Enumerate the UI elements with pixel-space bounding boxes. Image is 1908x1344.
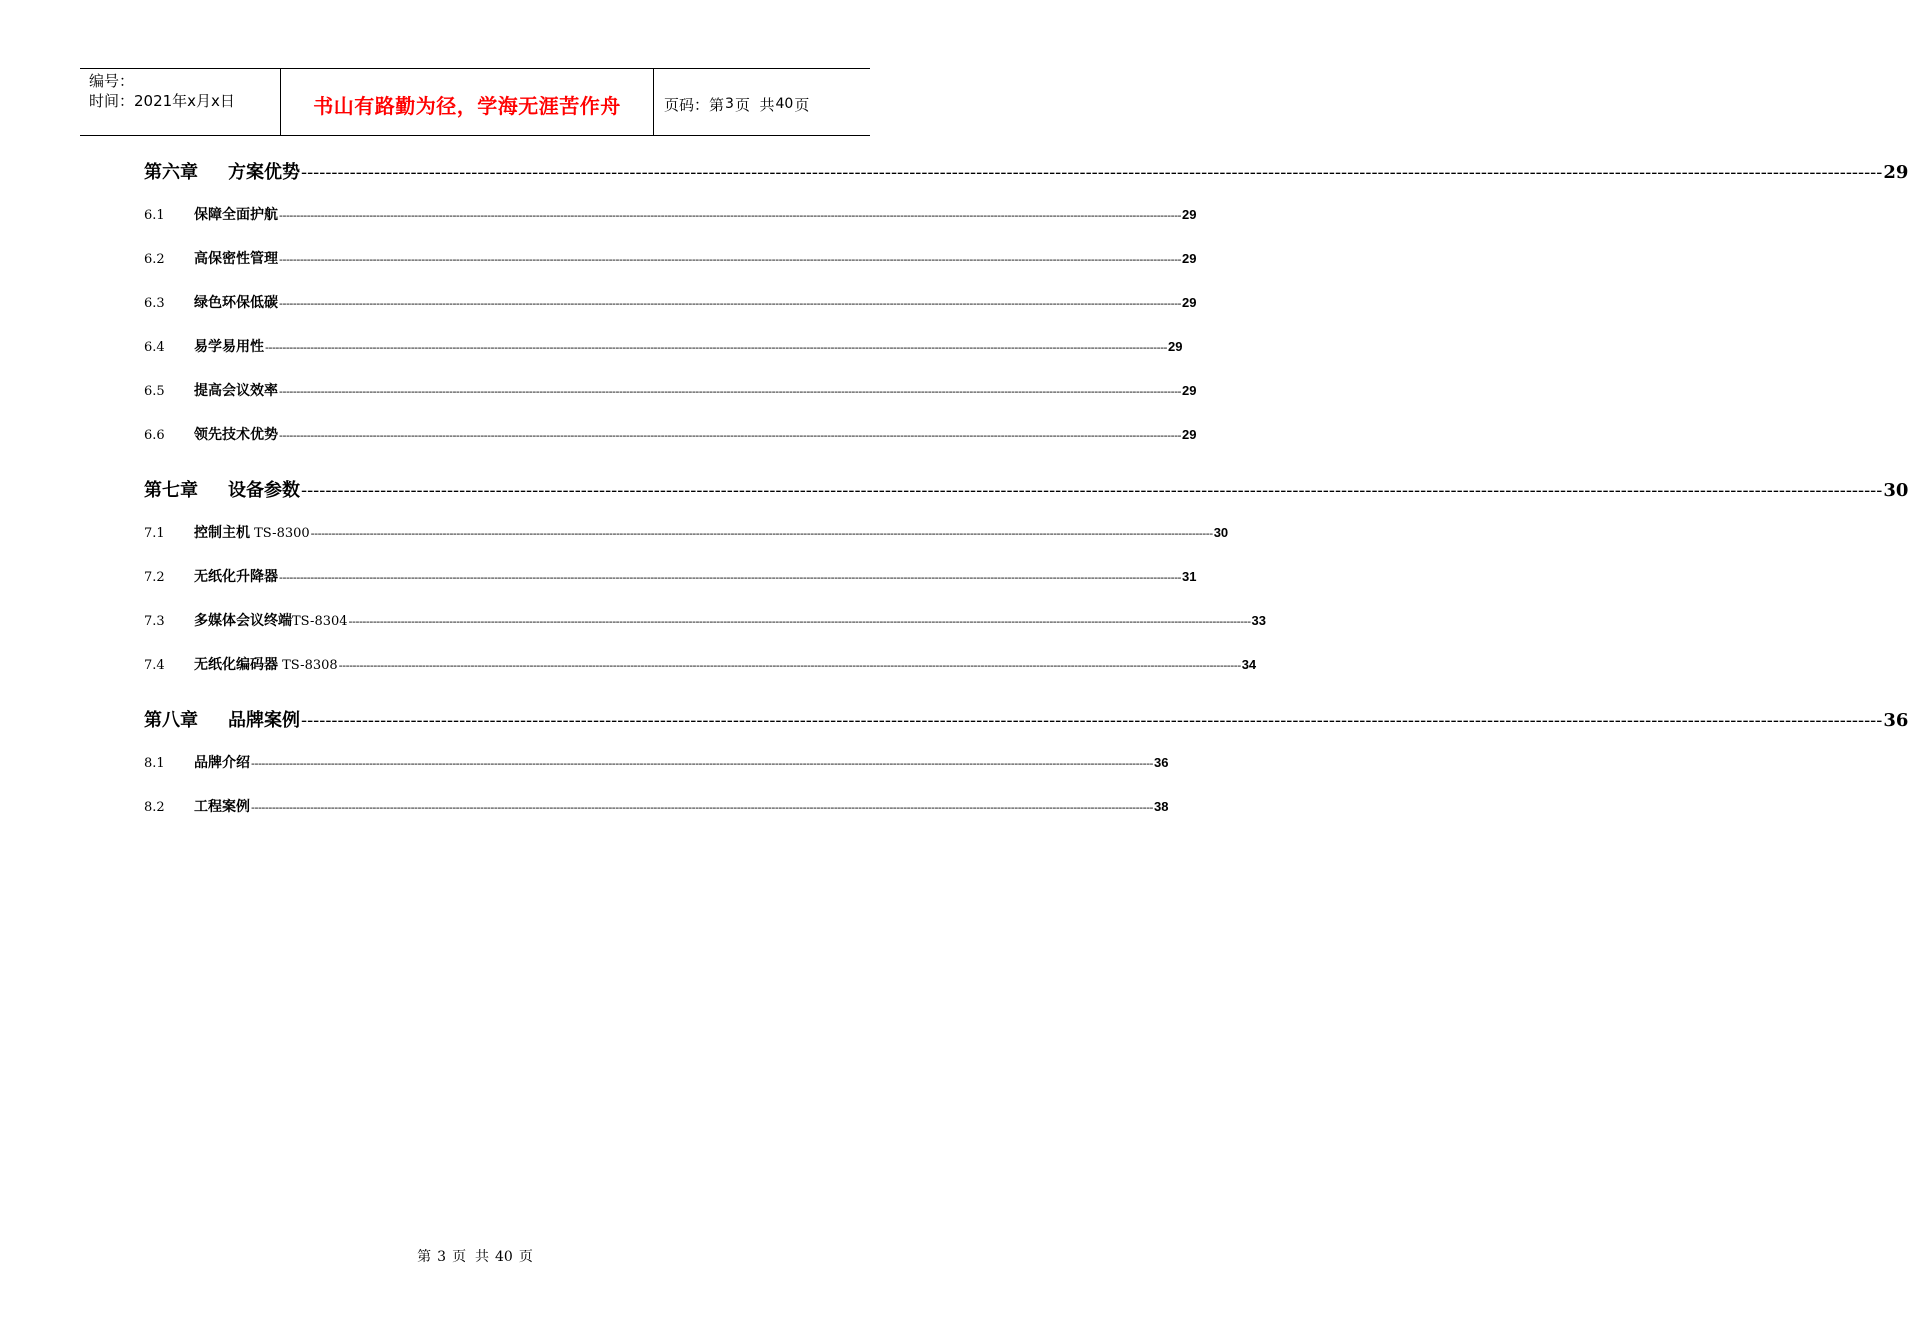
toc-section-entry[interactable] xyxy=(144,566,1197,586)
toc-entry-page: 29 xyxy=(1182,207,1197,222)
page-header xyxy=(80,68,870,136)
toc-entry-page: 36 xyxy=(1883,710,1908,731)
toc-entry-number: 6.5 xyxy=(144,384,165,399)
toc-entry-number: 6.1 xyxy=(144,208,165,223)
header-page-info xyxy=(654,69,870,135)
toc-entry-number: 7.3 xyxy=(144,614,165,629)
toc-entry-title: 设备参数 xyxy=(228,480,300,501)
toc-entry-model: TS-8304 xyxy=(292,614,348,629)
date-label: 时间：2021年x月x日 xyxy=(89,92,235,110)
toc-section-entry[interactable] xyxy=(144,522,1229,542)
toc-entry-page: 29 xyxy=(1182,427,1197,442)
toc-dot-leader: -------------------------------------------------------------------------------------------------------------------------------------------------------------------------------------------------------------------------------------------------------------------- xyxy=(279,429,1182,442)
toc-entry-number: 7.4 xyxy=(144,658,165,673)
toc-entry-page: 38 xyxy=(1154,799,1169,814)
toc-entry-number: 6.2 xyxy=(144,252,165,267)
toc-entry-title: 多媒体会议终端 xyxy=(194,613,292,629)
toc-entry-title: 方案优势 xyxy=(228,162,300,183)
toc-entry-page: 30 xyxy=(1213,525,1229,540)
toc-entry-title: 无纸化升降器 xyxy=(194,569,278,585)
toc-entry-title: 领先技术优势 xyxy=(194,427,278,443)
footer-current: 3 xyxy=(437,1249,447,1265)
toc-dot-leader: -------------------------------------------------------------------------------------------------------------------------------------------------------------------------------------------------------------------------------------------------------------------- xyxy=(301,710,1883,731)
toc-entry-number: 6.6 xyxy=(144,428,165,443)
toc-chapter-entry[interactable] xyxy=(144,706,1908,732)
toc-dot-leader: -------------------------------------------------------------------------------------------------------------------------------------------------------------------------------------------------------------------------------------------------------------------- xyxy=(279,571,1182,584)
toc-entry-number: 第七章 xyxy=(144,480,198,501)
toc-dot-leader: -------------------------------------------------------------------------------------------------------------------------------------------------------------------------------------------------------------------------------------------------------------------- xyxy=(279,297,1182,310)
toc-dot-leader: -------------------------------------------------------------------------------------------------------------------------------------------------------------------------------------------------------------------------------------------------------------------- xyxy=(301,162,1883,183)
page-current: 3 xyxy=(725,96,734,112)
toc-entry-title: 品牌介绍 xyxy=(194,755,250,771)
toc-entry-page: 29 xyxy=(1182,383,1197,398)
page-prefix: 页码：第 xyxy=(664,95,725,114)
page-suffix: 页 xyxy=(794,95,810,114)
toc-chapter-entry[interactable] xyxy=(144,476,1908,502)
footer-total: 40 xyxy=(495,1249,513,1265)
toc-entry-title: 高保密性管理 xyxy=(194,251,278,267)
toc-entry-number: 8.1 xyxy=(144,756,165,771)
footer-mid: 页 共 xyxy=(452,1249,489,1265)
toc-entry-page: 34 xyxy=(1241,657,1257,672)
toc-entry-title: 易学易用性 xyxy=(194,339,264,355)
toc-chapter-entry[interactable] xyxy=(144,158,1908,184)
toc-entry-title: 工程案例 xyxy=(194,799,250,815)
header-motto: 书山有路勤为径，学海无涯苦作舟 xyxy=(281,69,654,135)
toc-dot-leader: -------------------------------------------------------------------------------------------------------------------------------------------------------------------------------------------------------------------------------------------------------------------- xyxy=(338,659,1241,672)
toc-entry-number: 6.3 xyxy=(144,296,165,311)
page-total: 40 xyxy=(775,96,794,112)
toc-dot-leader: -------------------------------------------------------------------------------------------------------------------------------------------------------------------------------------------------------------------------------------------------------------------- xyxy=(251,801,1154,814)
toc-entry-page: 33 xyxy=(1251,613,1267,628)
toc-section-entry[interactable] xyxy=(144,336,1183,356)
toc-dot-leader: -------------------------------------------------------------------------------------------------------------------------------------------------------------------------------------------------------------------------------------------------------------------- xyxy=(301,480,1883,501)
toc-section-entry[interactable] xyxy=(144,752,1169,772)
toc-entry-page: 36 xyxy=(1154,755,1169,770)
toc-entry-number: 第八章 xyxy=(144,710,198,731)
toc-section-entry[interactable] xyxy=(144,610,1267,630)
toc-entry-number: 7.1 xyxy=(144,526,165,541)
toc-entry-title: 控制主机 xyxy=(194,525,250,541)
footer-suffix: 页 xyxy=(518,1249,533,1265)
toc-entry-title: 品牌案例 xyxy=(228,710,300,731)
header-meta xyxy=(80,69,281,135)
toc-entry-number: 第六章 xyxy=(144,162,198,183)
toc-entry-model: TS-8300 xyxy=(250,526,310,541)
toc-dot-leader: -------------------------------------------------------------------------------------------------------------------------------------------------------------------------------------------------------------------------------------------------------------------- xyxy=(279,209,1182,222)
toc-dot-leader: -------------------------------------------------------------------------------------------------------------------------------------------------------------------------------------------------------------------------------------------------------------------- xyxy=(310,527,1213,540)
toc-entry-page: 29 xyxy=(1168,339,1183,354)
page-mid: 页 共 xyxy=(734,95,775,114)
toc-section-entry[interactable] xyxy=(144,796,1169,816)
toc-dot-leader: -------------------------------------------------------------------------------------------------------------------------------------------------------------------------------------------------------------------------------------------------------------------- xyxy=(265,341,1168,354)
toc-entry-title: 无纸化编码器 xyxy=(194,657,278,673)
toc-entry-title: 保障全面护航 xyxy=(194,207,278,223)
toc-entry-number: 8.2 xyxy=(144,800,165,815)
toc-dot-leader: -------------------------------------------------------------------------------------------------------------------------------------------------------------------------------------------------------------------------------------------------------------------- xyxy=(348,615,1251,628)
toc-entry-model: TS-8308 xyxy=(278,658,338,673)
toc-entry-number: 6.4 xyxy=(144,340,165,355)
code-label: 编号： xyxy=(89,72,135,90)
toc-entry-page: 30 xyxy=(1883,480,1908,501)
toc-section-entry[interactable] xyxy=(144,248,1197,268)
toc-entry-title: 提高会议效率 xyxy=(194,383,278,399)
toc-section-entry[interactable] xyxy=(144,424,1197,444)
page-footer xyxy=(0,1246,950,1266)
toc-dot-leader: -------------------------------------------------------------------------------------------------------------------------------------------------------------------------------------------------------------------------------------------------------------------- xyxy=(251,757,1154,770)
toc-section-entry[interactable] xyxy=(144,654,1257,674)
footer-prefix: 第 xyxy=(417,1249,432,1265)
toc-dot-leader: -------------------------------------------------------------------------------------------------------------------------------------------------------------------------------------------------------------------------------------------------------------------- xyxy=(279,385,1182,398)
toc-entry-page: 31 xyxy=(1182,569,1197,584)
toc-section-entry[interactable] xyxy=(144,292,1197,312)
toc-entry-number: 7.2 xyxy=(144,570,165,585)
toc-dot-leader: -------------------------------------------------------------------------------------------------------------------------------------------------------------------------------------------------------------------------------------------------------------------- xyxy=(279,253,1182,266)
toc-entry-page: 29 xyxy=(1182,295,1197,310)
toc-entry-page: 29 xyxy=(1182,251,1197,266)
toc-entry-page: 29 xyxy=(1883,162,1908,183)
toc-section-entry[interactable] xyxy=(144,204,1197,224)
toc-entry-title: 绿色环保低碳 xyxy=(194,295,278,311)
toc-section-entry[interactable] xyxy=(144,380,1197,400)
